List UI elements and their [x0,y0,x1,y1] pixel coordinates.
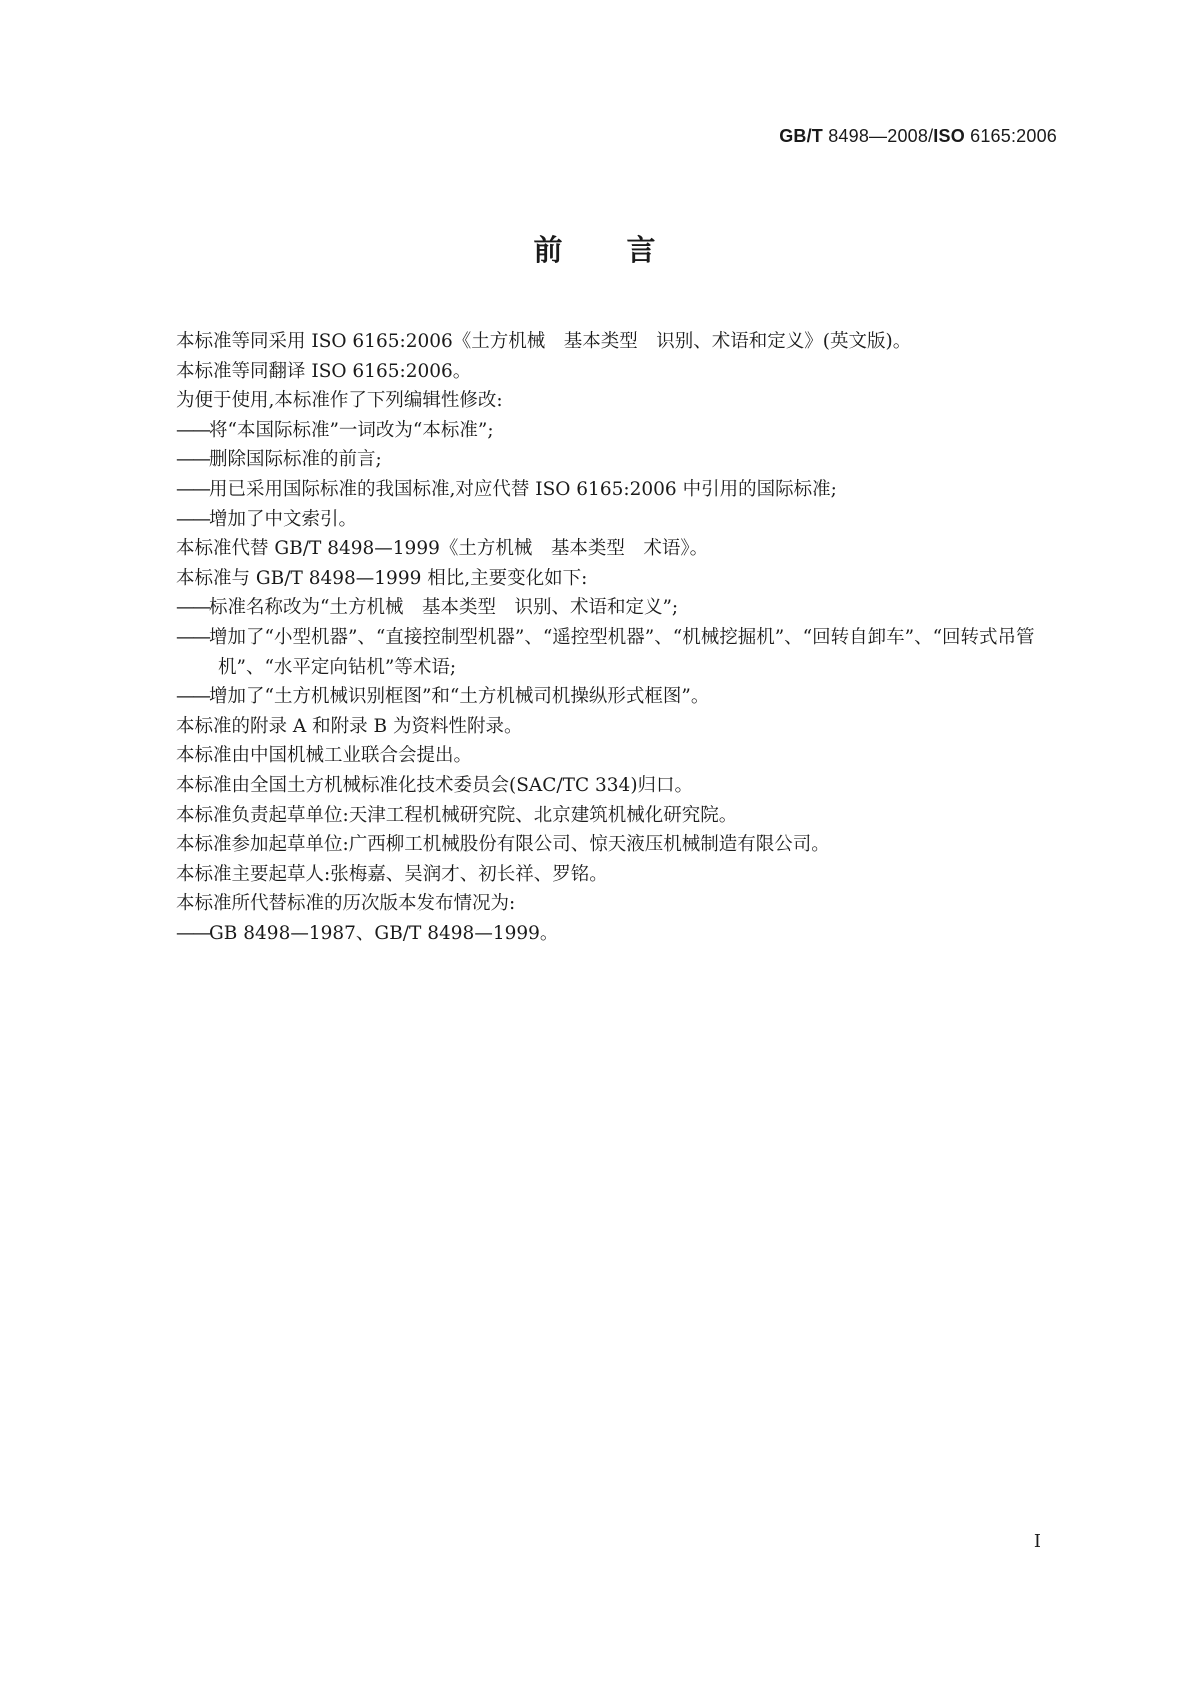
page-number: I [1033,1531,1041,1552]
dash-marker: —— [176,478,209,500]
foreword-paragraph: 本标准参加起草单位:广西柳工机械股份有限公司、惊天液压机械制造有限公司。 [176,834,830,856]
dash-marker: —— [176,597,209,619]
foreword-paragraph: 本标准的附录 A 和附录 B 为资料性附录。 [176,715,523,737]
list-item-text: 增加了“土方机械识别框图”和“土方机械司机操纵形式框图”。 [209,686,710,708]
foreword-paragraph: 本标准由全国土方机械标准化技术委员会(SAC/TC 334)归口。 [176,774,694,796]
list-item [176,505,1056,535]
list-item [176,475,1056,505]
list-item-text: 增加了中文索引。 [209,508,358,530]
foreword-paragraph: 本标准代替 GB/T 8498—1999《土方机械 基本类型 术语》。 [176,538,709,560]
dash-marker: —— [176,686,209,708]
list-item [176,919,1056,949]
foreword-paragraph: 本标准等同翻译 ISO 6165:2006。 [176,360,472,382]
list-item [176,445,1056,475]
dash-marker: —— [176,508,209,530]
foreword-paragraph: 本标准等同采用 ISO 6165:2006《土方机械 基本类型 识别、术语和定义》(英文版)。 [176,331,912,352]
list-item-text: 删除国际标准的前言; [209,449,382,471]
page-title [0,228,1191,269]
list-item [176,682,1056,712]
list-item-text: 标准名称改为“土方机械 基本类型 识别、术语和定义”; [209,597,679,619]
standard-number-value: 8498—2008/ [823,126,934,146]
list-item [176,593,1056,623]
foreword-paragraph: 本标准所代替标准的历次版本发布情况为: [176,893,516,915]
title-char-1: 前 [533,233,565,267]
list-item [176,416,1056,446]
iso-prefix: ISO [933,126,965,146]
foreword-body [176,327,1056,948]
dash-marker: —— [176,419,209,441]
foreword-paragraph: 本标准主要起草人:张梅嘉、吴润才、初长祥、罗铭。 [176,863,608,885]
foreword-paragraph: 本标准由中国机械工业联合会提出。 [176,745,473,767]
foreword-paragraph: 本标准负责起草单位:天津工程机械研究院、北京建筑机械化研究院。 [176,804,738,826]
title-char-2: 言 [626,233,658,267]
iso-number-value: 6165:2006 [964,126,1057,146]
foreword-paragraph: 为便于使用,本标准作了下列编辑性修改: [176,390,503,412]
list-item [176,623,1056,682]
standard-number [779,126,1057,147]
foreword-paragraph: 本标准与 GB/T 8498—1999 相比,主要变化如下: [176,567,588,589]
list-item-text: 将“本国际标准”一词改为“本标准”; [209,419,494,441]
dash-marker: —— [176,626,209,648]
list-item-text: GB 8498—1987、GB/T 8498—1999。 [209,922,559,944]
dash-marker: —— [176,449,209,471]
list-item-text: 用已采用国际标准的我国标准,对应代替 ISO 6165:2006 中引用的国际标准; [209,478,837,500]
dash-marker: —— [176,922,209,944]
standard-prefix: GB/T [779,126,823,146]
list-item-text: 增加了“小型机器”、“直接控制型机器”、“遥控型机器”、“机械挖掘机”、“回转自卸车”、“回转式吊管机”、“水平定向钻机”等术语; [209,626,1035,678]
